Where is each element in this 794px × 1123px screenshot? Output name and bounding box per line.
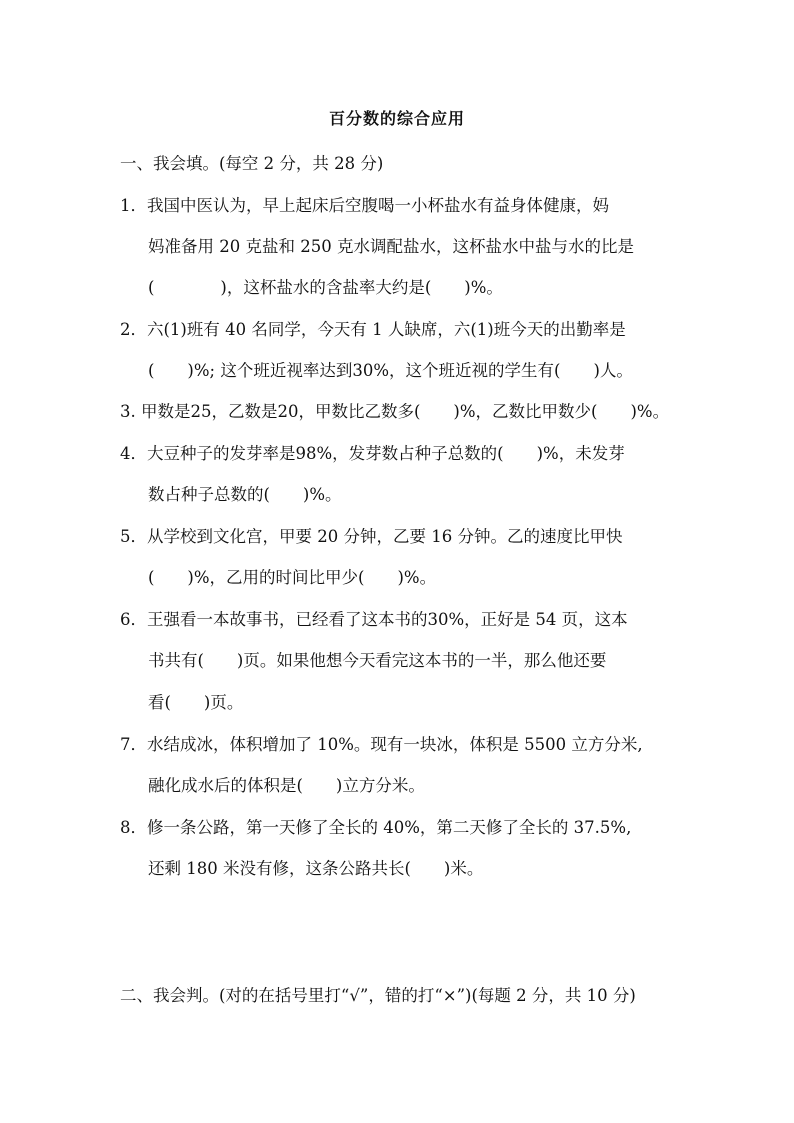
question-4-line-1: 4．大豆种子的发芽率是98%，发芽数占种子总数的( )%，未发芽 xyxy=(120,444,625,463)
question-2-line-2: ( )%; 这个班近视率达到30%，这个班近视的学生有( )人。 xyxy=(148,361,633,380)
question-7-line-2: 融化成水后的体积是( )立方分米。 xyxy=(148,776,425,795)
question-3-line-1: 3. 甲数是25，乙数是20，甲数比乙数多( )%，乙数比甲数少( )%。 xyxy=(120,402,670,421)
question-8-line-1: 8．修一条公路，第一天修了全长的 40%，第二天修了全长的 37.5%, xyxy=(120,818,632,837)
section-2-heading: 二、我会判。(对的在括号里打“√”，错的打“×”)(每题 2 分，共 10 分) xyxy=(120,986,636,1005)
question-8-line-2: 还剩 180 米没有修，这条公路共长( )米。 xyxy=(148,859,484,878)
question-4-line-2: 数占种子总数的( )%。 xyxy=(148,485,342,504)
question-1-line-2: 妈准备用 20 克盐和 250 克水调配盐水，这杯盐水中盐与水的比是 xyxy=(148,237,634,256)
page-title: 百分数的综合应用 xyxy=(328,109,465,128)
question-6-line-2: 书共有( )页。如果他想今天看完这本书的一半，那么他还要 xyxy=(148,651,607,670)
question-5-line-2: ( )%，乙用的时间比甲少( )%。 xyxy=(148,568,437,587)
question-6-line-1: 6．王强看一本故事书，已经看了这本书的30%，正好是 54 页，这本 xyxy=(120,610,628,629)
question-1-line-1: 1．我国中医认为，早上起床后空腹喝一小杯盐水有益身体健康，妈 xyxy=(120,196,609,215)
question-6-line-3: 看( )页。 xyxy=(148,693,244,712)
question-2-line-1: 2．六(1)班有 40 名同学，今天有 1 人缺席，六(1)班今天的出勤率是 xyxy=(120,320,626,339)
question-5-line-1: 5．从学校到文化宫，甲要 20 分钟，乙要 16 分钟。乙的速度比甲快 xyxy=(120,527,623,546)
section-1-heading: 一、我会填。(每空 2 分，共 28 分) xyxy=(120,154,384,173)
question-1-line-3: ( )，这杯盐水的含盐率大约是( )%。 xyxy=(148,278,503,297)
question-7-line-1: 7．水结成冰，体积增加了 10%。现有一块冰，体积是 5500 立方分米, xyxy=(120,735,643,754)
